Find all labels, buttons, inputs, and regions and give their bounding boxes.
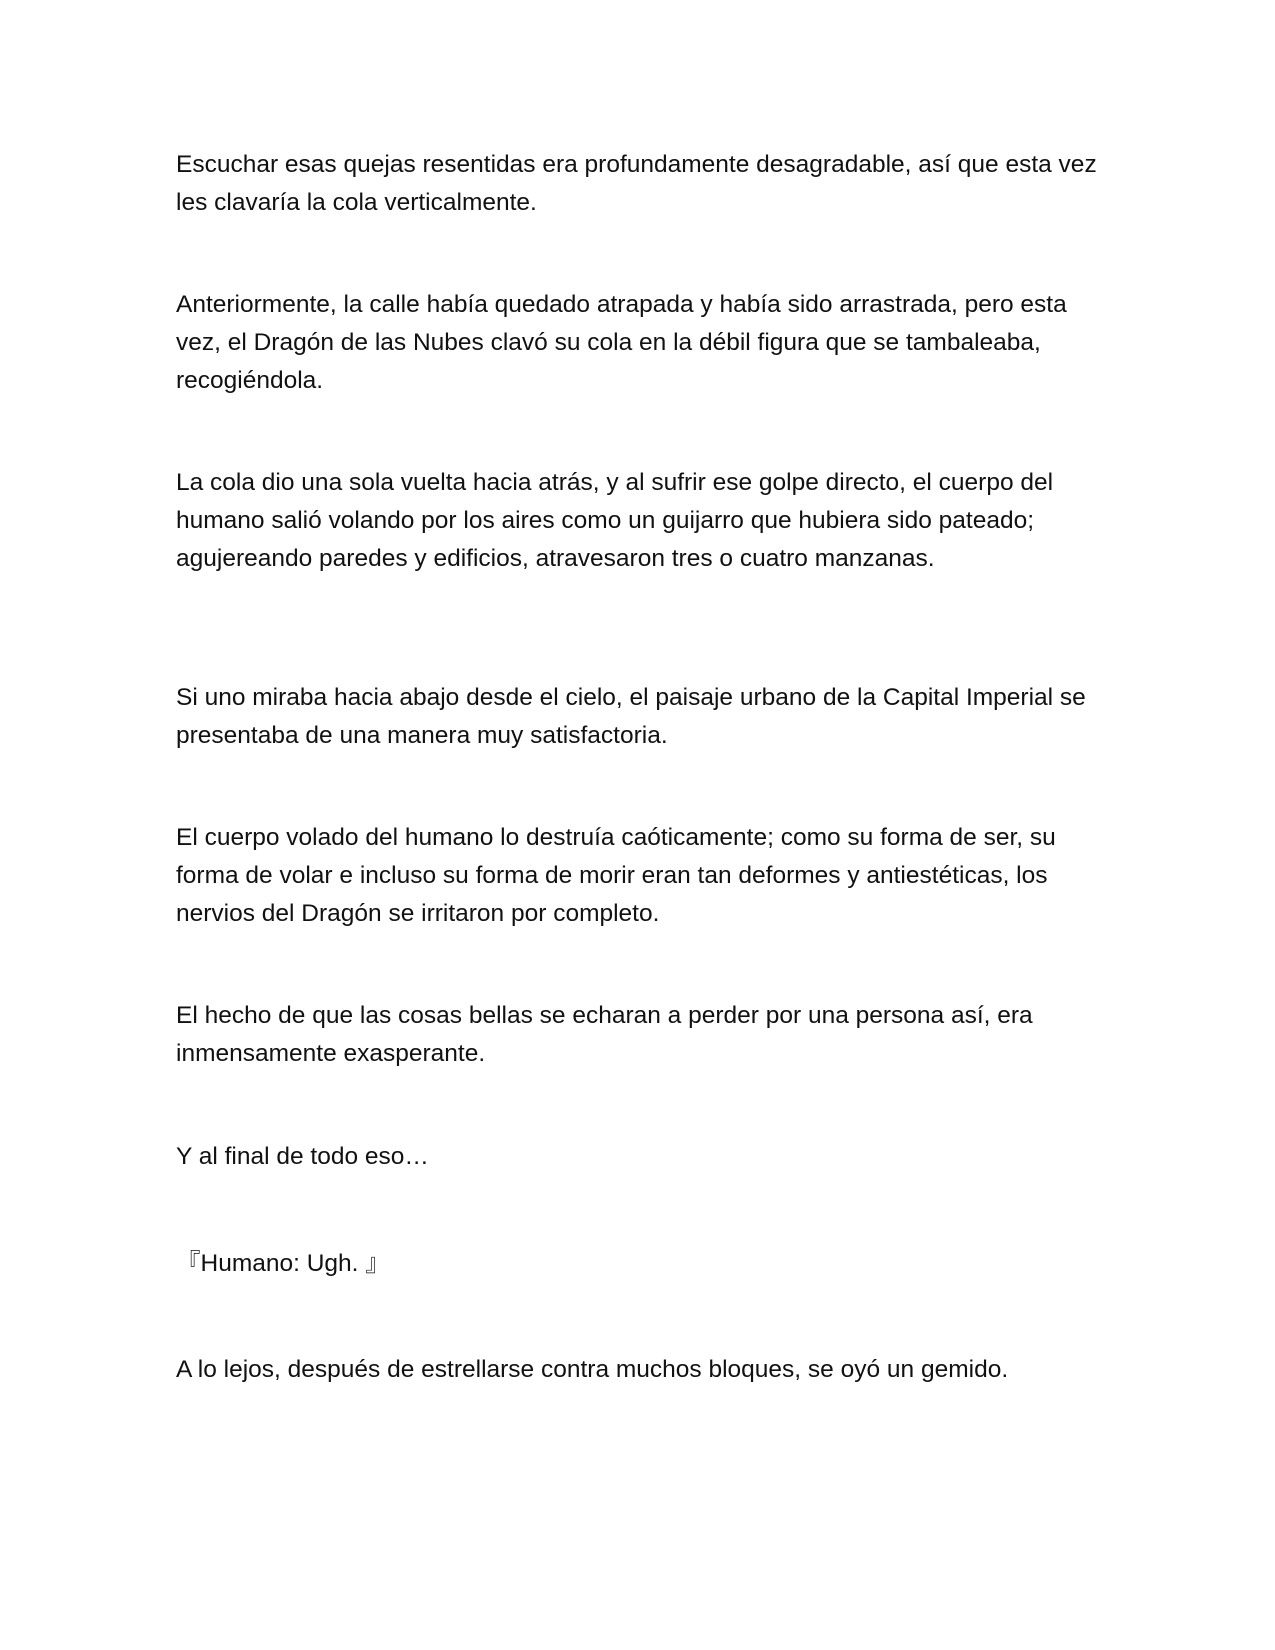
paragraph-1: Escuchar esas quejas resentidas era profundamente desagradable, así que esta vez les clavaría la cola verticalmente.	[176, 151, 1097, 216]
paragraph-5: El cuerpo volado del humano lo destruía caóticamente; como su forma de ser, su forma de volar e incluso su forma de morir eran tan deformes y antiestéticas, los nervios del Dragón se irritaron por completo.	[176, 824, 1056, 927]
paragraph-4: Si uno miraba hacia abajo desde el cielo, el paisaje urbano de la Capital Imperial se presentaba de una manera muy satisfactoria.	[176, 684, 1086, 749]
paragraph-3: La cola dio una sola vuelta hacia atrás, y al sufrir ese golpe directo, el cuerpo del humano salió volando por los aires como un guijarro que hubiera sido pateado; agujereando paredes y edificios, atravesaron tres o cuatro manzanas.	[176, 469, 1054, 572]
paragraph-6: El hecho de que las cosas bellas se echaran a perder por una persona así, era inmensamente exasperante.	[176, 1002, 1033, 1067]
paragraph-9: A lo lejos, después de estrellarse contra muchos bloques, se oyó un gemido.	[176, 1356, 1009, 1383]
paragraph-8-dialogue: 『Humano: Ugh. 』	[176, 1250, 390, 1277]
paragraph-7: Y al final de todo eso…	[176, 1143, 429, 1170]
paragraph-2: Anteriormente, la calle había quedado atrapada y había sido arrastrada, pero esta vez, el Dragón de las Nubes clavó su cola en la débil figura que se tambaleaba, recogiéndola.	[176, 291, 1067, 394]
